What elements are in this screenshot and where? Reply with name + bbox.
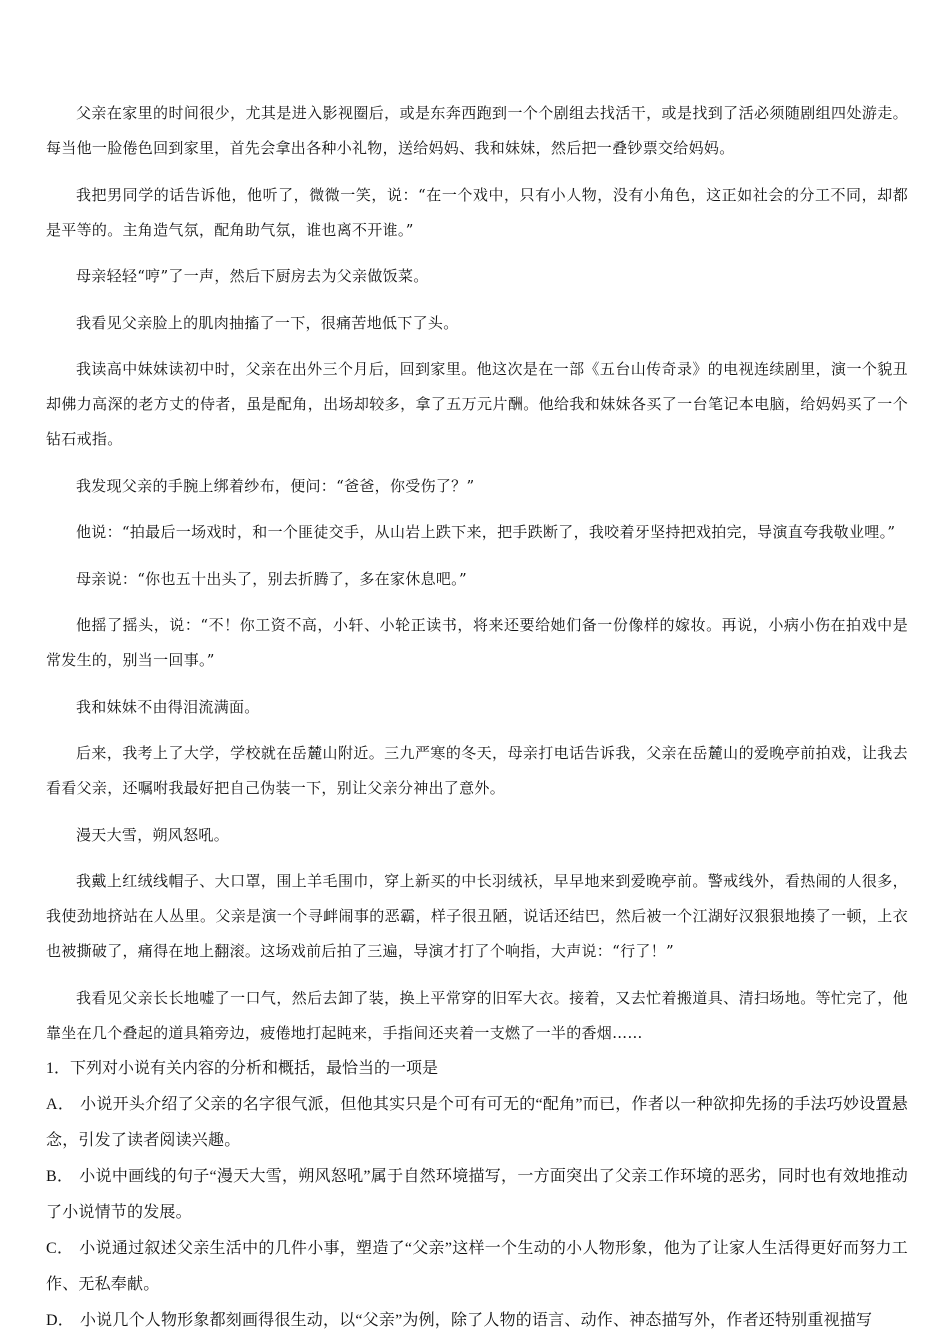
- option-text: 小说中画线的句子“漫天大雪，朔风怒吼”属于自然环境描写，一方面突出了父亲工作环境的恶劣，同时也有效地推动了小说情节的发展。: [46, 1167, 909, 1221]
- story-paragraph: 母亲轻轻“哼”了一声，然后下厨房去为父亲做饭菜。: [76, 267, 429, 285]
- story-paragraph: 他说：“拍最后一场戏时，和一个匪徒交手，从山岩上跌下来，把手跌断了，我咬着牙坚持把戏拍完，导演直夸我敬业哩。”: [76, 523, 896, 541]
- option-letter: D．: [46, 1311, 74, 1329]
- story-paragraph: 我和妹妹不由得泪流满面。: [76, 697, 260, 716]
- story-paragraph: 我看见父亲脸上的肌肉抽搐了一下，很痛苦地低下了头。: [76, 313, 459, 332]
- story-paragraph: 我看见父亲长长地嘘了一口气，然后去卸了装，换上平常穿的旧军大衣。接着，又去忙着搬道具、清扫场地。等忙完了，他靠坐在几个叠起的道具箱旁边，疲倦地打起盹来，手指间还夹着一支燃了一半的香烟……: [46, 988, 908, 1042]
- document-page: [46, 96, 908, 1339]
- option-d: [46, 1303, 908, 1339]
- story-paragraph: 漫天大雪，朔风怒吼。: [76, 825, 230, 844]
- option-letter: B．: [46, 1167, 74, 1185]
- option-text: 小说通过叙述父亲生活中的几件小事，塑造了“父亲”这样一个生动的小人物形象，他为了让家人生活得更好而努力工作、无私奉献。: [46, 1239, 909, 1293]
- option-c: [46, 1231, 908, 1303]
- option-text: 小说几个人物形象都刻画得很生动，以“父亲”为例，除了人物的语言、动作、神态描写外，作者还特别重视描写: [79, 1311, 873, 1329]
- question-block: [46, 1051, 908, 1339]
- story-paragraph: 母亲说：“你也五十出头了，别去折腾了，多在家休息吧。”: [76, 569, 467, 588]
- option-letter: C．: [46, 1239, 74, 1257]
- story-paragraph: 他摇了摇头，说：“不！你工资不高，小轩、小轮正读书，将来还要给她们备一份像样的嫁妆。再说，小病小伤在拍戏中是常发生的，别当一回事。”: [46, 616, 908, 669]
- option-b: [46, 1159, 908, 1231]
- story-paragraph: 我发现父亲的手腕上绑着纱布，便问：“爸爸，你受伤了？”: [76, 476, 475, 495]
- option-a: [46, 1087, 908, 1159]
- option-text: 小说开头介绍了父亲的名字很气派，但他其实只是个可有可无的“配角”而已，作者以一种欲抑先扬的手法巧妙设置悬念，引发了读者阅读兴趣。: [46, 1095, 908, 1149]
- story-paragraph: 我把男同学的话告诉他，他听了，微微一笑，说：“在一个戏中，只有小人物，没有小角色，这正如社会的分工不同，却都是平等的。主角造气氛，配角助气氛，谁也离不开谁。”: [46, 185, 908, 239]
- story-paragraph: 我读高中妹妹读初中时，父亲在出外三个月后，回到家里。他这次是在一部《五台山传奇录》的电视连续剧里，演一个貌丑却佛力高深的老方丈的侍者，虽是配角，出场却较多，拿了五万元片酬。他给我和妹妹各买了一台笔记本电脑，给妈妈买了一个钻石戒指。: [46, 360, 908, 448]
- option-letter: A．: [46, 1095, 75, 1113]
- story-text: [46, 96, 908, 1051]
- story-paragraph: 父亲在家里的时间很少，尤其是进入影视圈后，或是东奔西跑到一个个剧组去找活干，或是找到了活必须随剧组四处游走。每当他一脸倦色回到家里，首先会拿出各种小礼物，送给妈妈、我和妹妹，然后把一叠钞票交给妈妈。: [46, 104, 908, 157]
- story-paragraph: 我戴上红绒线帽子、大口罩，围上羊毛围巾，穿上新买的中长羽绒袄，早早地来到爱晚亭前。警戒线外，看热闹的人很多，我使劲地挤站在人丛里。父亲是演一个寻衅闹事的恶霸，样子很丑陋，说话还结巴，然后被一个江湖好汉狠狠地揍了一顿，上衣也被撕破了，痛得在地上翻滚。这场戏前后拍了三遍，导演才打了个响指，大声说：“行了！”: [46, 872, 908, 960]
- story-paragraph: 后来，我考上了大学，学校就在岳麓山附近。三九严寒的冬天，母亲打电话告诉我，父亲在岳麓山的爱晚亭前拍戏，让我去看看父亲，还嘱咐我最好把自己伪装一下，别让父亲分神出了意外。: [46, 744, 908, 797]
- question-stem: 1．下列对小说有关内容的分析和概括，最恰当的一项是: [46, 1059, 439, 1077]
